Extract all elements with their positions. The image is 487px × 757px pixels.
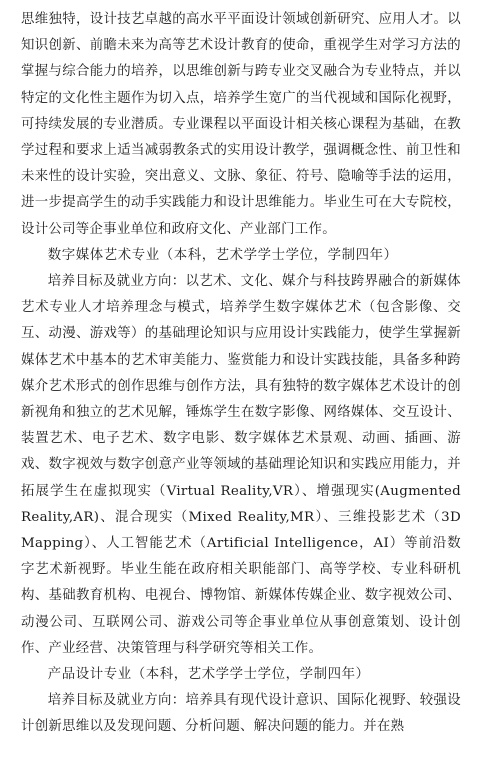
paragraph-digital-media-art-goals: 培养目标及就业方向：以艺术、文化、媒介与科技跨界融合的新媒体艺术专业人才培养理念与模式，培养学生数字媒体艺术（包含影像、交互、动漫、游戏等）的基础理论知识与应用设计实践能力，使学生掌握新媒体艺术中基本的艺术审美能力、鉴赏能力和设计实践技能，具备多种跨媒介艺术形式的创作思维与创作方法，具有独特的数字媒体艺术设计的创新视角和独立的艺术见解，锤炼学生在数字影像、网络媒体、交互设计、装置艺术、电子艺术、数字电影、数字媒体艺术景观、动画、插画、游戏、数字视效与数字创意产业等领域的基础理论知识和实践应用能力，并拓展学生在虚拟现实（Virtual Reality,VR）、增强现实(Augmented Reality,AR)、混合现实（Mixed Reality,MR）、三维投影艺术（3D Mapping）、人工智能艺术（Artificial Intelligence，AI）等前沿数字艺术新视野。毕业生能在政府相关职能部门、高等学校、专业科研机构、基础教育机构、电视台、博物馆、新媒体传媒企业、数字视效公司、动漫公司、互联网公司、游戏公司等企事业单位从事创意策划、设计创作、产业经营、决策管理与科学研究等相关工作。 — [21, 274, 461, 656]
heading-product-design-major: 产品设计专业（本科，艺术学学士学位，学制四年） — [47, 667, 370, 683]
paragraph-graphic-design-continuation: 思维独特，设计技艺卓越的高水平平面设计领域创新研究、应用人才。以知识创新、前瞻未来为高等艺术设计教育的使命，重视学生对学习方法的掌握与综合能力的培养，以思维创新与跨专业交叉融合为专业特点，并以特定的文化性主题作为切入点，培养学生宽广的当代视域和国际化视野，可持续发展的专业潜质。专业课程以平面设计相关核心课程为基础，在教学过程和要求上适当减弱教条式的实用设计教学，强调概念性、前卫性和未来性的设计实验，突出意义、文脉、象征、符号、隐喻等手法的运用，进一步提高学生的动手实践能力和设计思维能力。毕业生可在大专院校，设计公司等企事业单位和政府文化、产业部门工作。 — [21, 12, 461, 237]
heading-digital-media-art-major: 数字媒体艺术专业（本科，艺术学学士学位，学制四年） — [47, 247, 398, 263]
paragraph-product-design-goals: 培养目标及就业方向：培养具有现代设计意识、国际化视野、较强设计创新思维以及发现问题、分析问题、解决问题的能力。并在熟 — [21, 693, 461, 735]
